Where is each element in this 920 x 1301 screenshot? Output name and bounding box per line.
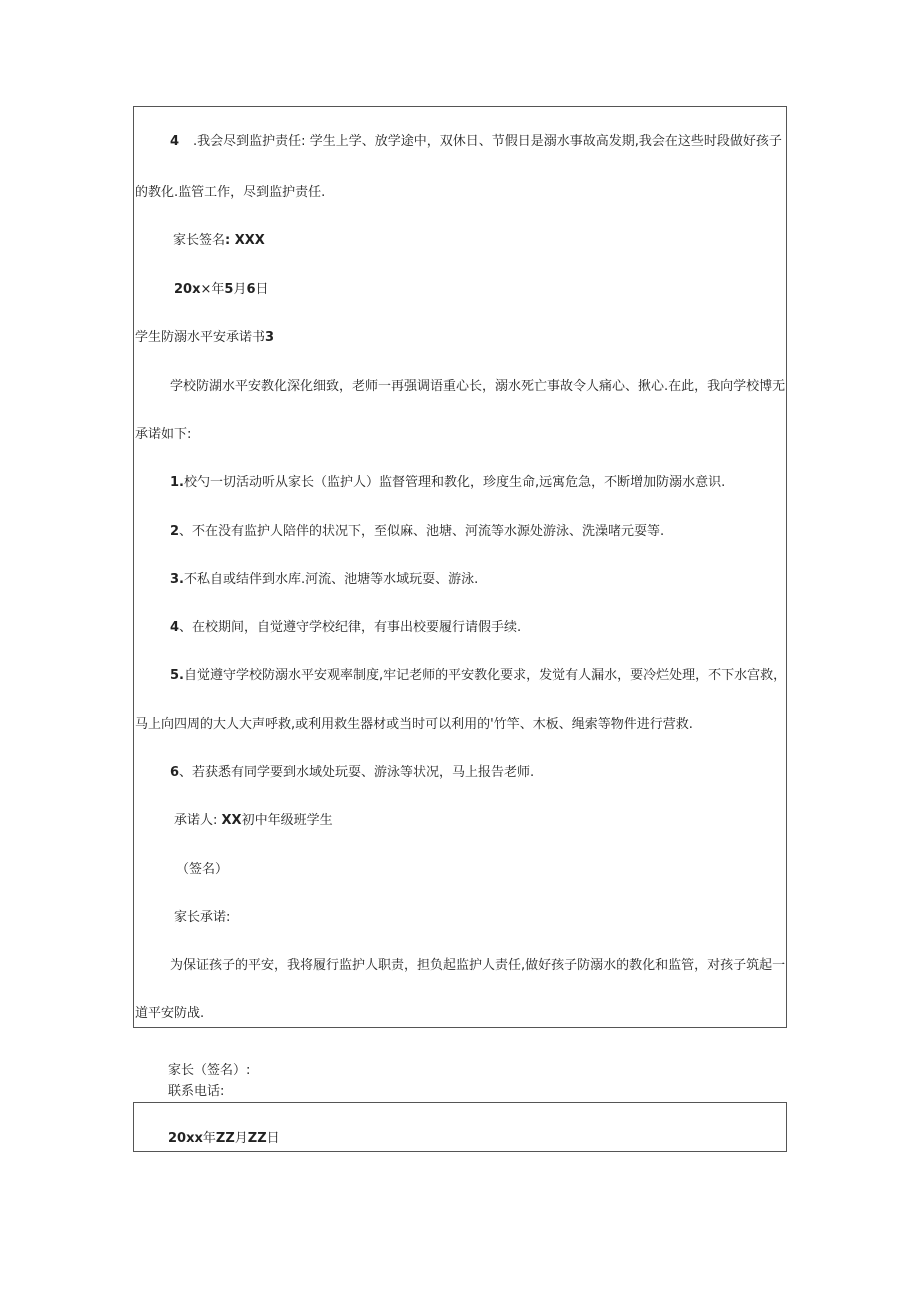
date-year-suffix: ×年 xyxy=(200,282,225,297)
pledge-item-5-continuation: 马上向四周的大人大声呼救,或利用救生器材或当时可以利用的'竹竿、木板、绳索等物件进行营救. xyxy=(135,717,693,732)
intro-paragraph-continuation: 承诺如下: xyxy=(135,427,192,442)
date-month: ZZ xyxy=(215,1131,235,1146)
parent-pledge-label: 家长承诺: xyxy=(174,910,231,925)
item-text: 不私自或结伴到水库.河流、池塘等水域玩耍、游泳. xyxy=(183,572,479,587)
date-year-label: 年 xyxy=(202,1131,216,1146)
date-day: 6 xyxy=(246,282,256,297)
signature-date xyxy=(174,281,269,299)
item-text: 自觉遵守学校防溺水平安观率制度,牢记老师的平安教化要求，发觉有人漏水，要冷烂处理，不下水宫救， xyxy=(183,668,787,683)
item-number: 6 xyxy=(170,765,180,780)
section-title-text: 学生防溺水平安承诺书 xyxy=(135,330,266,345)
parent-pledge-paragraph: 为保证孩子的平安，我将履行监护人职责，担负起监护人责任,做好孩子防溺水的教化和监管，对孩子筑起一 xyxy=(170,958,786,973)
item-4-guardian-duty xyxy=(170,133,782,151)
item-number: 4 xyxy=(170,134,180,149)
date-month-label: 月 xyxy=(233,282,247,297)
date-day-label: 日 xyxy=(266,1131,280,1146)
item-text: 校勺一切活动听从家长（监护人）监督管理和教化，珍度生命,远寓危急，不断增加防溺水意识. xyxy=(183,475,726,490)
date-year: 20xx xyxy=(168,1131,203,1146)
date-year: 20x xyxy=(174,282,201,297)
section-title-number: 3 xyxy=(265,330,275,345)
parent-signature-field: 家长（签名）: xyxy=(168,1063,251,1078)
parent-signature-label: 家长签名 xyxy=(173,233,226,248)
pledge-item-1 xyxy=(170,474,725,492)
pledge-item-3 xyxy=(170,571,478,589)
contact-phone-field: 联系电话: xyxy=(168,1084,225,1099)
pledger-line xyxy=(174,812,333,830)
date-day-label: 日 xyxy=(255,282,269,297)
section-title xyxy=(135,329,274,347)
parent-signature-value: : XXX xyxy=(225,233,265,248)
date-month: 5 xyxy=(224,282,234,297)
item-number: 2 xyxy=(170,524,180,539)
pledge-item-4 xyxy=(170,619,521,637)
pledger-school: XX xyxy=(221,813,242,828)
item-number: 4 xyxy=(170,620,180,635)
item-text: 、在校期间，自觉遵守学校纪律，有事出校要履行请假手续. xyxy=(179,620,522,635)
date-day: ZZ xyxy=(247,1131,267,1146)
pledge-item-2 xyxy=(170,523,664,541)
date-month-label: 月 xyxy=(234,1131,248,1146)
pledge-item-5 xyxy=(170,667,786,685)
item-text: 、若获悉有同学要到水域处玩耍、游泳等状况，马上报告老师. xyxy=(179,765,535,780)
student-signature-label: （签名） xyxy=(176,862,229,877)
pledge-item-6 xyxy=(170,764,534,782)
item-number: 3. xyxy=(170,572,184,587)
paragraph-continuation: 的教化.监管工作，尽到监护责任. xyxy=(135,185,326,200)
pledger-text: 初中年级班学生 xyxy=(241,813,333,828)
intro-paragraph: 学校防湖水平安教化深化细致，老师一再强调语重心长，溺水死亡事故令人痛心、揪心.在此，我向学校博无 xyxy=(170,379,786,394)
parent-pledge-continuation: 道平安防战. xyxy=(135,1006,205,1021)
pledger-label: 承诺人: xyxy=(174,813,222,828)
item-number: 5. xyxy=(170,668,184,683)
closing-date xyxy=(168,1130,280,1148)
item-number: 1. xyxy=(170,475,184,490)
parent-signature-line xyxy=(173,232,265,250)
item-text: .我会尽到监护责任: 学生上学、放学途中，双休日、节假日是溺水事故高发期,我会在这些时段做好孩子 xyxy=(193,134,782,149)
item-text: 、不在没有监护人陪伴的状况下，至似麻、池塘、河流等水源处游泳、洗澡啫元耍等. xyxy=(179,524,665,539)
